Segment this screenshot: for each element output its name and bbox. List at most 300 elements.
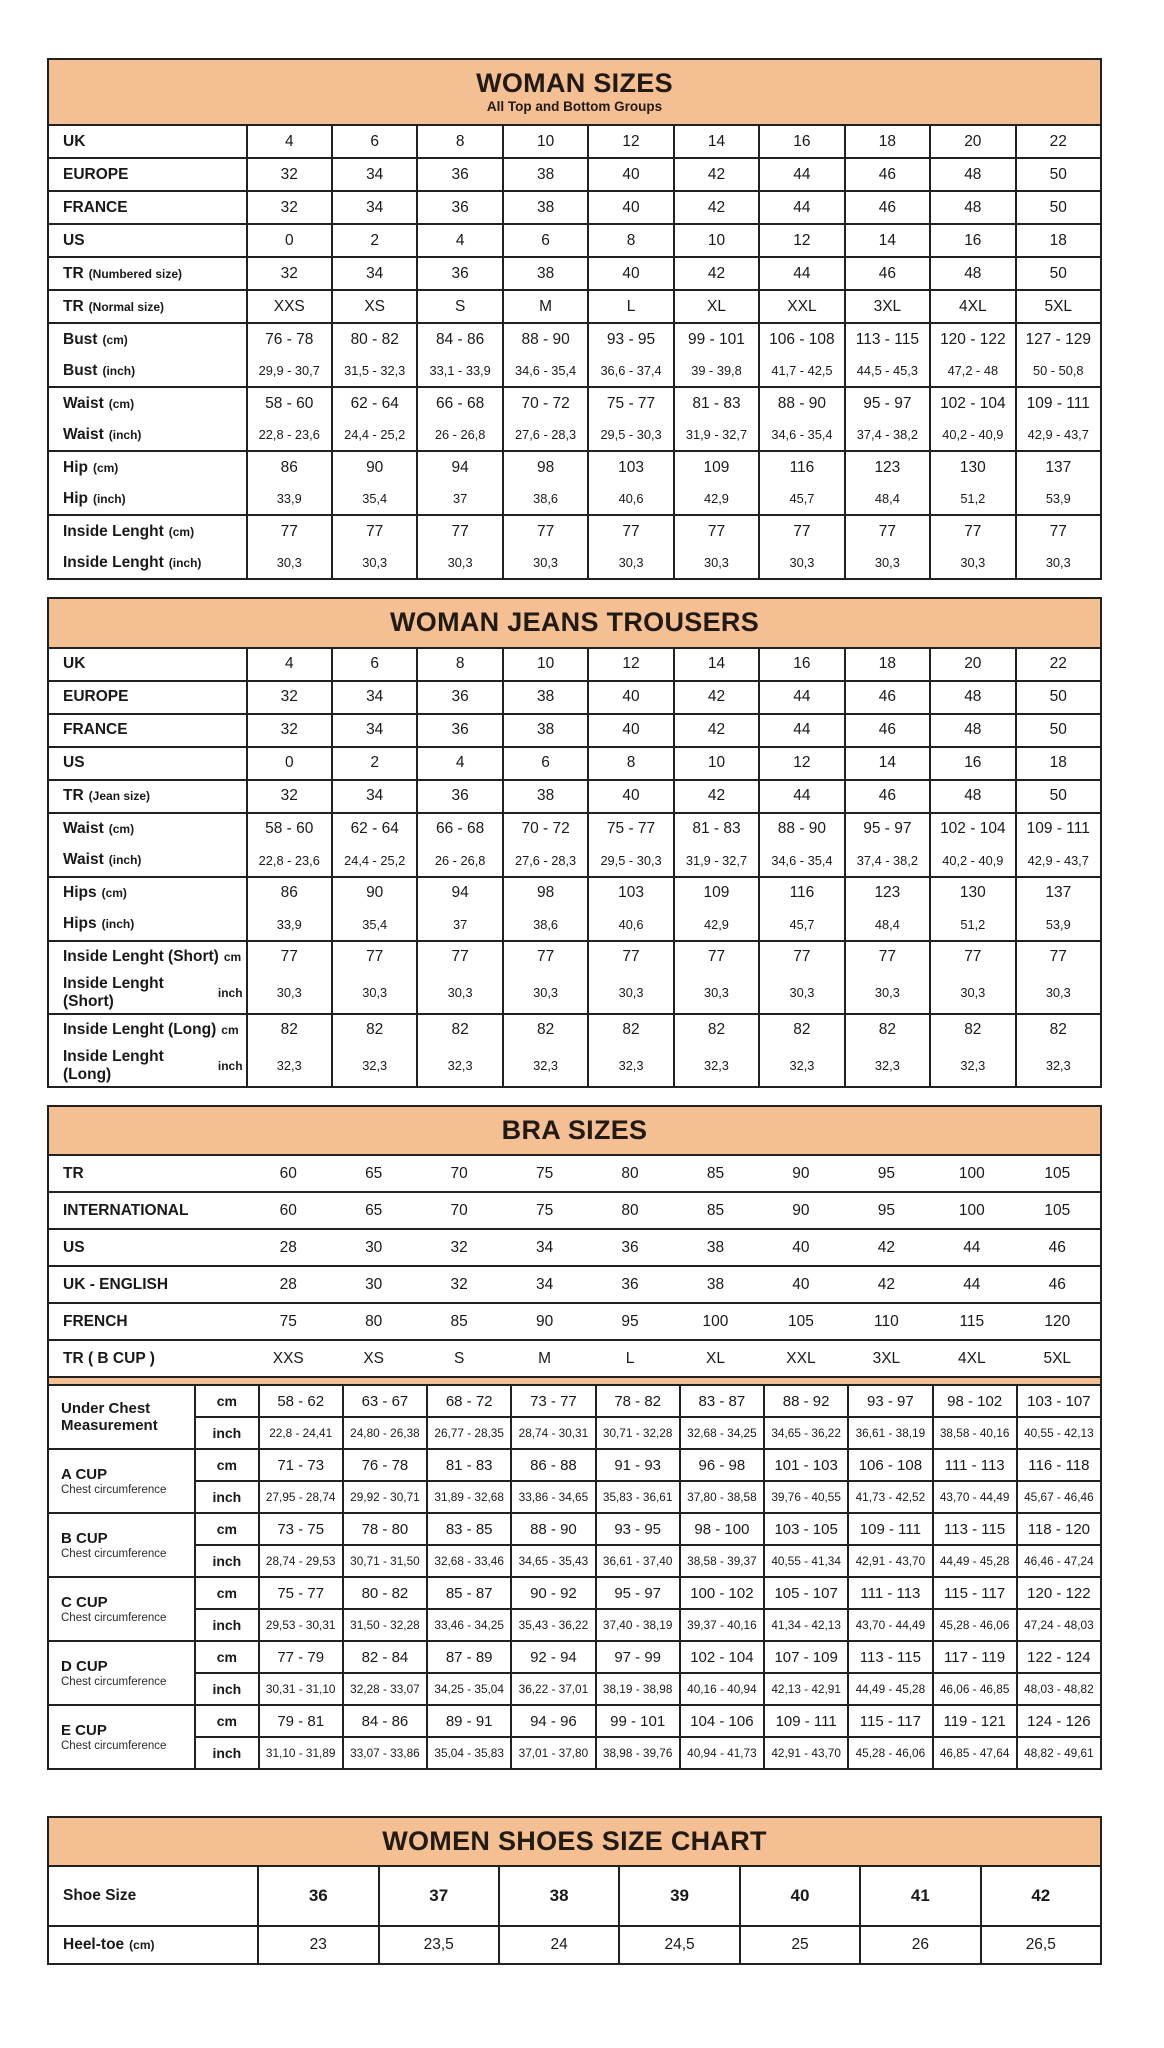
size-value-cell: 46 <box>844 159 929 190</box>
table-row <box>49 126 1100 157</box>
size-value-cell: 31,5 - 32,3 <box>331 355 416 386</box>
size-value-cell: 88 - 90 <box>502 324 587 355</box>
size-value-cell: 116 <box>758 878 843 909</box>
size-value-cell: 105 <box>1044 1164 1071 1182</box>
size-value-cell: 4XL <box>929 291 1014 322</box>
size-value-cell: 37,4 - 38,2 <box>844 845 929 876</box>
row-label-text: Shoe Size <box>63 1887 137 1905</box>
table-row <box>49 1927 1100 1963</box>
size-value-cell: 31,9 - 32,7 <box>673 419 758 450</box>
size-value-cell: 8 <box>416 649 501 680</box>
measurement-group <box>49 1386 1100 1448</box>
size-value-cell: 90 <box>331 452 416 483</box>
measurement-group <box>49 1704 1100 1768</box>
table-row <box>49 942 1100 973</box>
row-label-text: Hips <box>63 915 97 933</box>
measurement-group <box>49 1640 1100 1704</box>
size-value-cell: 82 <box>246 1015 331 1046</box>
row-label-unit: (cm) <box>92 460 119 475</box>
size-value-cell: XS <box>331 291 416 322</box>
row-label-text: UK <box>63 655 86 673</box>
size-value-cell: 37,80 - 38,58 <box>679 1482 763 1512</box>
table-row <box>49 225 1100 256</box>
table-row <box>196 1672 1100 1704</box>
unit-rows <box>196 1578 1100 1640</box>
size-value-cell: 77 <box>502 942 587 973</box>
size-value-cell: 40 <box>792 1275 810 1293</box>
size-value-cell: 44 <box>963 1238 981 1256</box>
size-value-cell: 98 - 100 <box>679 1514 763 1544</box>
size-value-cell: 28 <box>279 1275 297 1293</box>
size-value-cell: 78 - 80 <box>342 1514 426 1544</box>
row-label-text: EUROPE <box>63 165 129 183</box>
size-value-cell: 77 <box>587 516 672 547</box>
row-group <box>49 680 1100 713</box>
size-value-cell: 12 <box>587 126 672 157</box>
size-value-cell: 38 <box>502 159 587 190</box>
row-label <box>49 483 246 514</box>
size-value-cell: 30,3 <box>929 547 1014 578</box>
size-value-cell: 110 <box>874 1312 899 1330</box>
table-title: WOMEN SHOES SIZE CHART <box>382 1826 767 1857</box>
size-value-cell: 48,4 <box>844 483 929 514</box>
size-value-cell: 42 <box>980 1867 1100 1925</box>
size-value-cell: 48 <box>929 682 1014 713</box>
size-value-cell: 10 <box>502 126 587 157</box>
table-row <box>196 1514 1100 1544</box>
table-row <box>49 814 1100 845</box>
size-value-cell: 40 <box>587 258 672 289</box>
size-value-cell: 32 <box>450 1275 468 1293</box>
row-group <box>49 746 1100 779</box>
table-row <box>49 355 1100 386</box>
size-value-cell: 93 - 95 <box>595 1514 679 1544</box>
row-label <box>49 547 246 578</box>
row-label-text: US <box>63 754 85 772</box>
size-value-cell: 27,95 - 28,74 <box>258 1482 342 1512</box>
table-row <box>49 1341 1100 1376</box>
size-value-cell: 77 <box>844 516 929 547</box>
size-value-cell: 30,3 <box>246 973 331 1013</box>
size-value-cell: 48,4 <box>844 909 929 940</box>
row-label-unit: (Normal size) <box>88 299 165 314</box>
size-value-cell: 41,34 - 42,13 <box>763 1610 847 1640</box>
size-value-cell: 98 <box>502 878 587 909</box>
size-value-cell: 26 - 26,8 <box>416 419 501 450</box>
size-value-cell: 38 <box>502 682 587 713</box>
size-value-cell: 95 - 97 <box>844 388 929 419</box>
size-value-cell: 8 <box>416 126 501 157</box>
size-value-cell: 6 <box>502 225 587 256</box>
size-value-cell: 33,07 - 33,86 <box>342 1738 426 1768</box>
size-value-cell: 30,3 <box>587 547 672 578</box>
size-value-cell: 117 - 119 <box>932 1642 1016 1672</box>
size-value-cell: 77 <box>1015 516 1100 547</box>
size-value-cell: 77 <box>758 516 843 547</box>
size-value-cell: 77 <box>673 942 758 973</box>
size-value-cell: 14 <box>673 649 758 680</box>
row-label <box>49 1386 196 1448</box>
size-value-cell: 85 <box>706 1164 725 1182</box>
size-value-cell: 77 <box>246 942 331 973</box>
size-value-cell: 26 - 26,8 <box>416 845 501 876</box>
row-label <box>49 324 246 355</box>
size-value-cell: 4 <box>246 649 331 680</box>
size-value-cell: 100 - 102 <box>679 1578 763 1608</box>
row-sublabel: Chest circumference <box>61 1484 167 1497</box>
size-value-cell: 51,2 <box>929 909 1014 940</box>
size-value-cell: 77 <box>502 516 587 547</box>
size-value-cell: 30,3 <box>587 973 672 1013</box>
size-value-cell: 30,71 - 32,28 <box>595 1418 679 1448</box>
row-group <box>49 1339 1100 1376</box>
table-row <box>49 324 1100 355</box>
size-value-cell: 29,9 - 30,7 <box>246 355 331 386</box>
size-value-cell: 47,24 - 48,03 <box>1016 1610 1100 1640</box>
size-value-cell: 46,85 - 47,64 <box>932 1738 1016 1768</box>
size-value-cell: 8 <box>587 748 672 779</box>
row-group <box>49 223 1100 256</box>
unit-rows <box>196 1706 1100 1768</box>
size-value-cell: 81 - 83 <box>426 1450 510 1480</box>
size-value-cell: 95 - 97 <box>595 1578 679 1608</box>
row-label-text: TR <box>63 1164 84 1182</box>
row-label-text: Bust <box>63 330 98 348</box>
row-label-unit: cm <box>223 950 242 965</box>
size-value-cell: 50 <box>1015 682 1100 713</box>
row-label-text: FRANCE <box>63 198 128 216</box>
size-value-cell: 45,7 <box>758 483 843 514</box>
row-label <box>49 258 246 289</box>
size-value-cell: 38 <box>502 192 587 223</box>
size-value-cell: 42,9 - 43,7 <box>1015 419 1100 450</box>
size-value-cell: 20 <box>929 126 1014 157</box>
size-value-cell: 73 - 75 <box>258 1514 342 1544</box>
size-value-cell: 75 <box>279 1312 297 1330</box>
size-value-cell: 42 <box>673 682 758 713</box>
size-value-cell: 77 <box>246 516 331 547</box>
row-label-text: D CUP <box>61 1657 108 1675</box>
size-value-cell: 65 <box>365 1201 383 1219</box>
size-value-cell: 24,4 - 25,2 <box>331 845 416 876</box>
size-value-cell: 42 <box>673 781 758 812</box>
size-value-cell: 36 <box>416 192 501 223</box>
size-value-cell: 30,3 <box>1015 547 1100 578</box>
unit-rows <box>196 1450 1100 1512</box>
row-label <box>49 942 246 973</box>
row-label <box>49 452 246 483</box>
size-value-cell: 35,4 <box>331 909 416 940</box>
size-value-cell: 38,19 - 38,98 <box>595 1674 679 1704</box>
row-group <box>49 649 1100 680</box>
size-value-cell: 82 <box>416 1015 501 1046</box>
size-value-cell: 40 <box>587 715 672 746</box>
unit-rows <box>196 1642 1100 1704</box>
size-value-cell: 46 <box>844 682 929 713</box>
size-value-cell: 118 - 120 <box>1016 1514 1100 1544</box>
row-group <box>49 876 1100 940</box>
size-value-cell: 50 <box>1015 159 1100 190</box>
table-row <box>49 748 1100 779</box>
size-value-cell: 98 <box>502 452 587 483</box>
size-value-cell: 34,25 - 35,04 <box>426 1674 510 1704</box>
size-value-cell: 90 <box>331 878 416 909</box>
size-value-cell: 34,6 - 35,4 <box>502 355 587 386</box>
table-title: BRA SIZES <box>501 1114 648 1145</box>
table-row <box>196 1642 1100 1672</box>
row-group <box>49 126 1100 157</box>
size-value-cell: 115 - 117 <box>932 1578 1016 1608</box>
size-value-cell: 5XL <box>1015 291 1100 322</box>
size-value-cell: 48,82 - 49,61 <box>1016 1738 1100 1768</box>
unit-label: cm <box>216 1393 237 1410</box>
size-value-cell: 26,5 <box>980 1927 1100 1963</box>
size-value-cell: 42,9 <box>673 909 758 940</box>
row-label-text: Hip <box>63 489 88 507</box>
size-value-cell: 80 <box>621 1164 639 1182</box>
size-value-cell: 77 - 79 <box>258 1642 342 1672</box>
size-value-cell: 4 <box>416 748 501 779</box>
size-value-cell: 95 - 97 <box>844 814 929 845</box>
size-value-cell: 93 - 97 <box>847 1386 931 1416</box>
table-row <box>49 909 1100 940</box>
size-value-cell: 41,73 - 42,52 <box>847 1482 931 1512</box>
size-value-cell: 40 <box>792 1238 810 1256</box>
size-value-cell: 34 <box>331 258 416 289</box>
size-value-cell: 44 <box>758 159 843 190</box>
table-row <box>196 1706 1100 1736</box>
size-value-cell: 6 <box>331 126 416 157</box>
size-value-cell: 80 <box>621 1201 639 1219</box>
size-value-cell: 41,7 - 42,5 <box>758 355 843 386</box>
size-value-cell: 42 <box>673 159 758 190</box>
size-value-cell: 44 <box>963 1275 981 1293</box>
row-group <box>49 812 1100 876</box>
size-value-cell: 124 - 126 <box>1016 1706 1100 1736</box>
size-value-cell: 30,3 <box>331 547 416 578</box>
size-value-cell: 4 <box>246 126 331 157</box>
row-label-text: Inside Lenght <box>63 522 164 540</box>
table-header <box>49 1818 1100 1867</box>
size-value-cell: 32,3 <box>331 1046 416 1086</box>
size-value-cell: 29,92 - 30,71 <box>342 1482 426 1512</box>
size-value-cell: 38 <box>502 258 587 289</box>
row-label <box>49 781 246 812</box>
size-value-cell: 32,3 <box>587 1046 672 1086</box>
size-value-cell: 70 - 72 <box>502 388 587 419</box>
table-row <box>49 483 1100 514</box>
size-value-cell: 30,3 <box>929 973 1014 1013</box>
size-value-cell: 50 <box>1015 258 1100 289</box>
table-title: WOMAN JEANS TROUSERS <box>389 607 760 638</box>
size-value-cell: 84 - 86 <box>416 324 501 355</box>
table-row <box>49 159 1100 190</box>
size-value-cell: 100 <box>702 1312 729 1330</box>
size-value-cell: 33,86 - 34,65 <box>510 1482 594 1512</box>
size-value-cell: 4 <box>416 225 501 256</box>
size-value-cell: 102 - 104 <box>929 388 1014 419</box>
size-value-cell: 32 <box>246 258 331 289</box>
size-value-cell: 48 <box>929 192 1014 223</box>
table-row <box>49 1015 1100 1046</box>
table-row <box>49 1193 1100 1228</box>
size-value-cell: 109 - 111 <box>1015 388 1100 419</box>
size-value-cell: 30,3 <box>331 973 416 1013</box>
size-value-cell: 36 <box>416 715 501 746</box>
row-label-text: TR <box>63 787 84 805</box>
size-value-cell: 36 <box>257 1867 377 1925</box>
size-value-cell: 50 <box>1015 192 1100 223</box>
size-value-cell: 100 <box>958 1201 985 1219</box>
table-row <box>49 973 1100 1013</box>
size-value-cell: 18 <box>844 649 929 680</box>
row-group <box>49 1013 1100 1086</box>
row-label-unit: inch <box>217 985 243 1000</box>
size-value-cell: 47,2 - 48 <box>929 355 1014 386</box>
row-group <box>49 1302 1100 1339</box>
size-value-cell: 95 <box>877 1164 895 1182</box>
size-value-cell: 34 <box>331 715 416 746</box>
size-value-cell: 75 - 77 <box>258 1578 342 1608</box>
size-value-cell: 137 <box>1015 452 1100 483</box>
size-value-cell: 29,5 - 30,3 <box>587 845 672 876</box>
size-value-cell: 77 <box>758 942 843 973</box>
size-value-cell: 48 <box>929 159 1014 190</box>
size-value-cell: 30 <box>365 1238 383 1256</box>
size-value-cell: 37,4 - 38,2 <box>844 419 929 450</box>
size-value-cell: 40,94 - 41,73 <box>679 1738 763 1768</box>
row-group <box>49 940 1100 1013</box>
size-value-cell: 70 <box>450 1164 468 1182</box>
size-value-cell: 43,70 - 44,49 <box>847 1610 931 1640</box>
row-group <box>49 1265 1100 1302</box>
row-sublabel: Chest circumference <box>61 1548 167 1561</box>
size-value-cell: 38 <box>498 1867 618 1925</box>
size-value-cell: 44 <box>758 192 843 223</box>
size-value-cell: 48 <box>929 258 1014 289</box>
size-value-cell: XXL <box>786 1349 816 1367</box>
size-value-cell: 30,3 <box>758 973 843 1013</box>
size-value-cell: 10 <box>673 225 758 256</box>
size-value-cell: 38 <box>706 1275 725 1293</box>
row-label <box>49 682 246 713</box>
table-row <box>49 388 1100 419</box>
size-value-cell: 78 - 82 <box>595 1386 679 1416</box>
size-value-cell: 95 <box>877 1201 895 1219</box>
size-value-cell: 36 <box>621 1238 639 1256</box>
size-value-cell: 82 <box>758 1015 843 1046</box>
measurement-group <box>49 1448 1100 1512</box>
size-value-cell: 44,5 - 45,3 <box>844 355 929 386</box>
size-value-cell: 36 <box>416 682 501 713</box>
size-value-cell: 137 <box>1015 878 1100 909</box>
size-value-cell: 77 <box>929 942 1014 973</box>
size-value-cell: 70 <box>450 1201 468 1219</box>
size-value-cell: 32,3 <box>758 1046 843 1086</box>
size-value-cell: 82 <box>587 1015 672 1046</box>
size-value-cell: 26,77 - 28,35 <box>426 1418 510 1448</box>
table-header <box>49 60 1100 126</box>
size-value-cell: 41 <box>859 1867 979 1925</box>
table-row <box>49 1156 1100 1191</box>
size-value-cell: 80 <box>365 1312 383 1330</box>
row-label <box>49 1046 246 1086</box>
table-section <box>49 1386 1100 1768</box>
size-value-cell: 85 <box>706 1201 725 1219</box>
size-value-cell: 38,98 - 39,76 <box>595 1738 679 1768</box>
table-header <box>49 1107 1100 1156</box>
table-header <box>49 599 1100 648</box>
size-value-cell: 22,8 - 24,41 <box>258 1418 342 1448</box>
row-label-unit: (inch) <box>108 427 142 442</box>
size-value-cell: 45,28 - 46,06 <box>847 1738 931 1768</box>
row-label-text: Waist <box>63 425 104 443</box>
size-value-cell: 99 - 101 <box>673 324 758 355</box>
size-value-cell: 6 <box>502 748 587 779</box>
size-value-cell: 82 <box>1015 1015 1100 1046</box>
size-value-cell: 44 <box>758 258 843 289</box>
size-value-cell: 85 - 87 <box>426 1578 510 1608</box>
row-label <box>49 1304 246 1339</box>
row-label-unit: (cm) <box>102 332 128 347</box>
size-value-cell: 76 - 78 <box>342 1450 426 1480</box>
row-label-unit: (cm) <box>168 524 195 539</box>
size-value-cell: 27,6 - 28,3 <box>502 845 587 876</box>
size-value-cell: 104 - 106 <box>679 1706 763 1736</box>
size-value-cell: 28,74 - 30,31 <box>510 1418 594 1448</box>
size-value-cell: 82 - 84 <box>342 1642 426 1672</box>
unit-label: inch <box>212 1681 242 1698</box>
size-value-cell: 130 <box>929 878 1014 909</box>
row-label-text: Heel-toe <box>63 1936 125 1954</box>
size-value-cell: 40,16 - 40,94 <box>679 1674 763 1704</box>
row-sublabel: Chest circumference <box>61 1676 167 1689</box>
row-label-text: A CUP <box>61 1465 108 1483</box>
size-value-cell: 46 <box>1048 1275 1066 1293</box>
size-value-cell: 31,9 - 32,7 <box>673 845 758 876</box>
size-value-cell: 46,06 - 46,85 <box>932 1674 1016 1704</box>
size-value-cell: 50 <box>1015 715 1100 746</box>
row-label-unit: cm <box>221 1023 239 1038</box>
row-label-text: TR ( B CUP ) <box>63 1349 155 1367</box>
size-value-cell: 3XL <box>872 1349 901 1367</box>
size-value-cell: 40,55 - 41,34 <box>763 1546 847 1576</box>
size-value-cell: 32,3 <box>416 1046 501 1086</box>
size-value-cell: 85 <box>450 1312 468 1330</box>
size-value-cell: 62 - 64 <box>331 388 416 419</box>
size-value-cell: 12 <box>758 225 843 256</box>
size-value-cell: 83 - 85 <box>426 1514 510 1544</box>
size-value-cell: 40 <box>587 682 672 713</box>
size-value-cell: 44 <box>758 682 843 713</box>
size-value-cell: 38,58 - 40,16 <box>932 1418 1016 1448</box>
unit-label: cm <box>216 1457 237 1474</box>
size-value-cell: 37 <box>416 483 501 514</box>
size-value-cell: 5XL <box>1043 1349 1072 1367</box>
size-value-cell: 12 <box>758 748 843 779</box>
row-sublabel: Chest circumference <box>61 1740 167 1753</box>
size-value-cell: 46 <box>1048 1238 1066 1256</box>
size-value-cell: 0 <box>246 748 331 779</box>
size-value-cell: 38,6 <box>502 909 587 940</box>
row-label-text: Inside Lenght (Short) <box>63 948 219 966</box>
row-group <box>49 1867 1100 1925</box>
size-value-cell: 84 - 86 <box>342 1706 426 1736</box>
size-value-cell: 16 <box>758 649 843 680</box>
row-label <box>49 1156 246 1191</box>
size-value-cell: 82 <box>673 1015 758 1046</box>
size-value-cell: 120 - 122 <box>929 324 1014 355</box>
